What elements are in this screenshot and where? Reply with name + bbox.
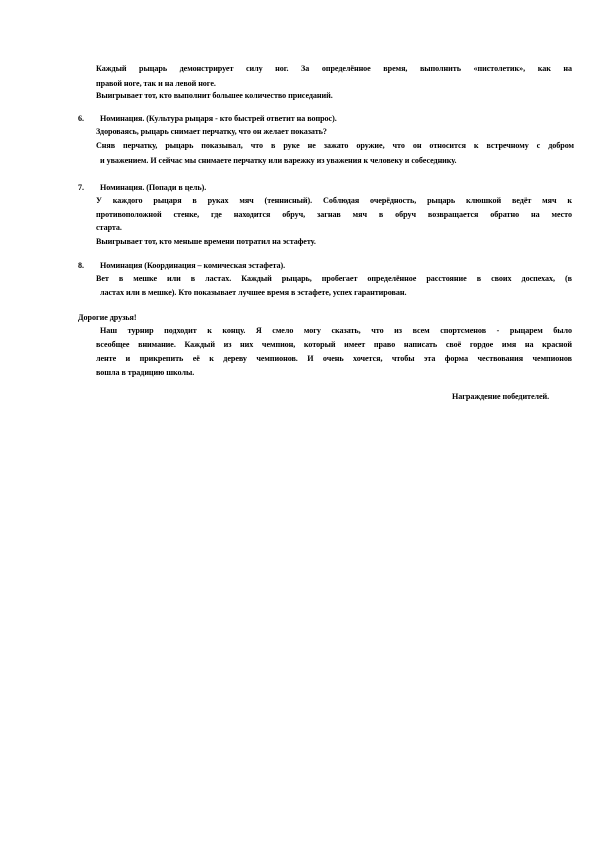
section-7-line-4: Выигрывает тот, кто меньше времени потратил на эстафету. bbox=[96, 237, 316, 246]
section-6-number: 6. bbox=[78, 114, 85, 123]
section-6-title: Номинация. (Культура рыцаря - кто быстрей ответит на вопрос). bbox=[100, 114, 337, 123]
closing-line-4: вошла в традицию школы. bbox=[96, 368, 195, 377]
section-5-line-2: правой ноге, так и на левой ноге. bbox=[96, 79, 216, 88]
closing-line-3: ленте и прикрепить её к дереву чемпионов. И очень хочется, чтобы эта форма чествования чемпионов bbox=[96, 354, 572, 363]
section-5-line-3: Выигрывает тот, кто выполнит большее количество приседаний. bbox=[96, 91, 333, 100]
section-8-number: 8. bbox=[78, 261, 85, 270]
section-8-line-2: ластах или в мешке). Кто показывает лучшее время в эстафете, успех гарантирован. bbox=[100, 288, 407, 297]
section-6-line-2: Сняв перчатку, рыцарь показывал, что в руке не зажато оружие, что он относится к встречному с добром bbox=[96, 141, 574, 150]
section-8-line-1: Вет в мешке или в ластах. Каждый рыцарь, пробегает определённое расстояние в своих доспехах, (в bbox=[96, 274, 572, 283]
award-ceremony-note: Награждение победителей. bbox=[452, 392, 550, 401]
section-6-line-1: Здороваясь, рыцарь снимает перчатку, что он желает показать? bbox=[96, 127, 327, 136]
section-7-line-1: У каждого рыцаря в руках мяч (теннисный). Соблюдая очерёдность, рыцарь клюшкой ведёт мяч к bbox=[96, 196, 572, 205]
section-6-line-3: и уважением. И сейчас мы снимаете перчатку или варежку из уважения к человеку и собеседнику. bbox=[100, 156, 457, 165]
closing-line-2: всеобщее внимание. Каждый из них чемпион, который имеет право написать своё гордое имя на красной bbox=[96, 340, 572, 349]
section-7-title: Номинация. (Попади в цель). bbox=[100, 183, 207, 192]
section-8-title: Номинация (Координация – комическая эстафета). bbox=[100, 261, 286, 270]
closing-line-1: Наш турнир подходит к концу. Я смело могу сказать, что из всем спортсменов - рыцарем было bbox=[100, 326, 572, 335]
section-7-line-3: старта. bbox=[96, 223, 122, 232]
closing-greeting: Дорогие друзья! bbox=[78, 313, 137, 322]
section-7-number: 7. bbox=[78, 183, 85, 192]
section-7-line-2: противоположной стенке, где находится обруч, загнав мяч в обруч возвращается обратно на место bbox=[96, 210, 572, 219]
section-5-line-1: Каждый рыцарь демонстрирует силу ног. За определённое время, выполнить «пистолетик», как на bbox=[96, 64, 572, 73]
